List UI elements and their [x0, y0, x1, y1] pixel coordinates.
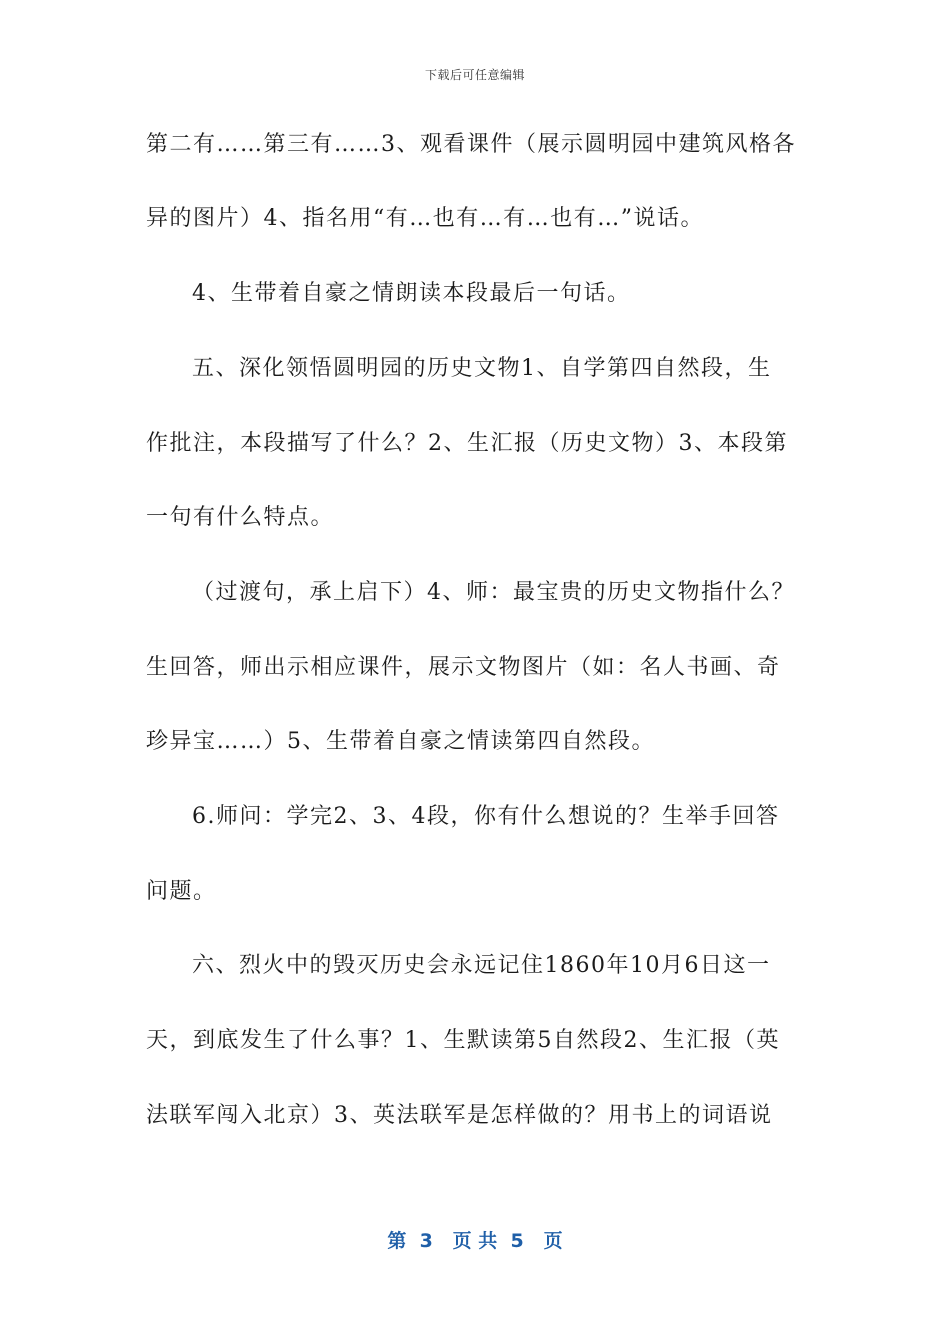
- text-line: 第二有……第三有……3、观看课件（展示圆明园中建筑风格各: [146, 132, 796, 157]
- text-line: 一句有什么特点。: [146, 505, 335, 530]
- text-line: （过渡句，承上启下）4、师：最宝贵的历史文物指什么？: [192, 580, 795, 605]
- text-line: 五、深化领悟圆明园的历史文物1、自学第四自然段，生: [192, 356, 772, 381]
- page-header: 下载后可任意编辑: [424, 68, 525, 82]
- text-line: 天，到底发生了什么事？1、生默读第5自然段2、生汇报（英: [146, 1028, 780, 1053]
- text-line: 6.师问：学完2、3、4段，你有什么想说的？生举手回答: [192, 804, 780, 829]
- text-line: 问题。: [146, 879, 217, 904]
- text-line: 珍异宝……）5、生带着自豪之情读第四自然段。: [146, 729, 655, 754]
- text-line: 法联军闯入北京）3、英法联军是怎样做的？用书上的词语说: [146, 1103, 773, 1128]
- text-line: 生回答，师出示相应课件，展示文物图片（如：名人书画、奇: [146, 655, 781, 680]
- text-line: 作批注，本段描写了什么？2、生汇报（历史文物）3、本段第: [146, 431, 788, 456]
- text-line: 4、生带着自豪之情朗读本段最后一句话。: [192, 281, 631, 306]
- text-line: 异的图片）4、指名用“有…也有…有…也有…”说话。: [146, 206, 704, 231]
- text-line: 六、烈火中的毁灭历史会永远记住1860年10月6日这一: [192, 953, 771, 978]
- page-number-footer: 第 3 页 共 5 页: [387, 1230, 563, 1252]
